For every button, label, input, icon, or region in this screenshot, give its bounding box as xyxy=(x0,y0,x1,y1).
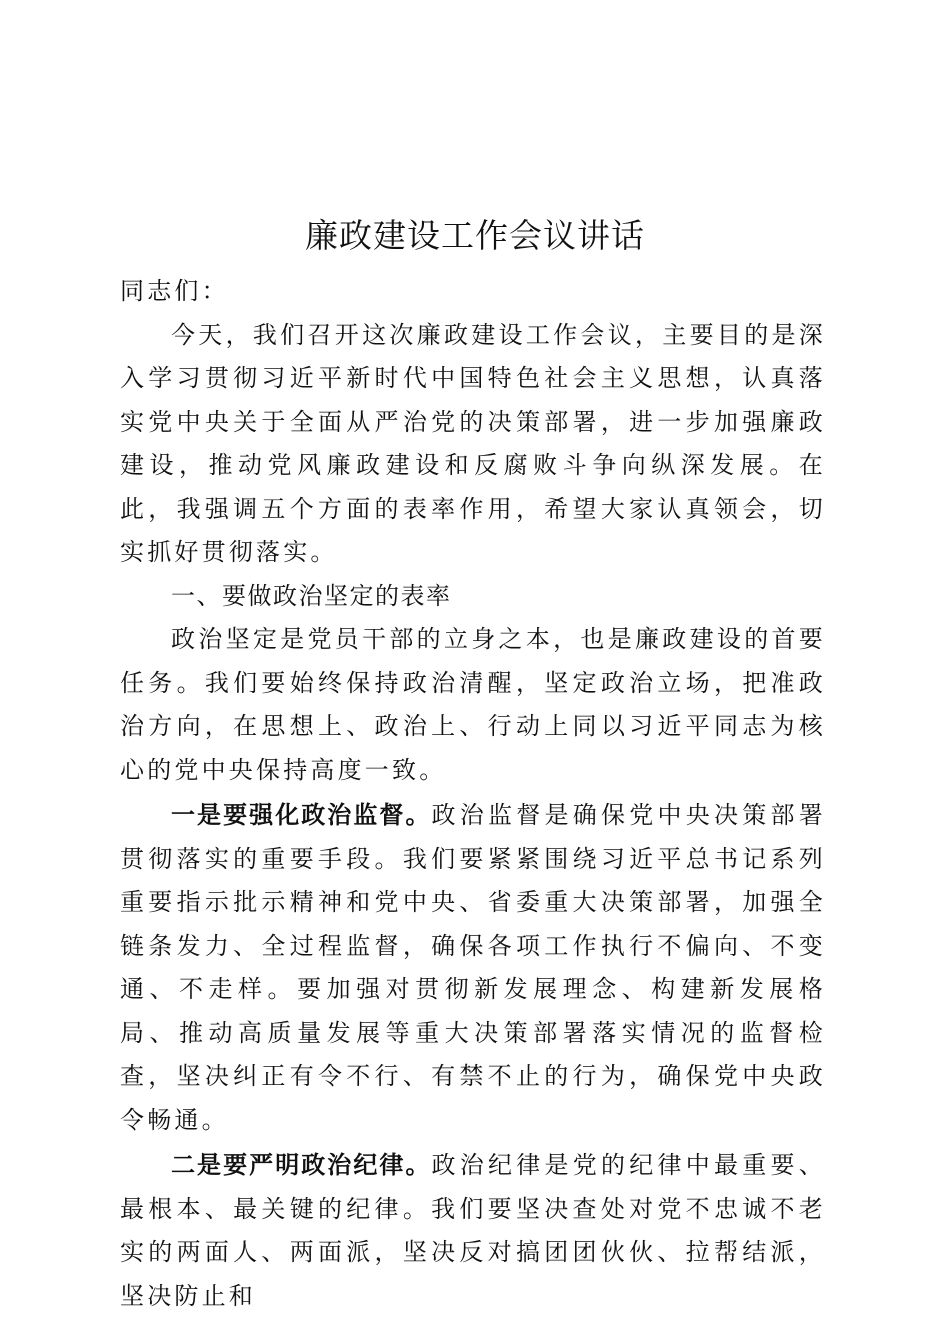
document-title: 廉政建设工作会议讲话 xyxy=(305,216,645,255)
intro-paragraph: 今天，我们召开这次廉政建设工作会议，主要目的是深入学习贯彻习近平新时代中国特色社会主义思想，认真落实党中央关于全面从严治党的决策部署，进一步加强廉政建设，推动党风廉政建设和反腐败斗争向纵深发展。在此，我强调五个方面的表率作用，希望大家认真领会，切实抓好贯彻落实。 xyxy=(120,320,826,566)
point-paragraph-1 xyxy=(120,794,826,1142)
section-paragraph: 政治坚定是党员干部的立身之本，也是廉政建设的首要任务。我们要始终保持政治清醒，坚定政治立场，把准政治方向，在思想上、政治上、行动上同以习近平同志为核心的党中央保持高度一致。 xyxy=(120,625,826,784)
point-lead-2: 二是要严明政治纪律。 xyxy=(171,1151,432,1179)
point-text-1: 政治监督是确保党中央决策部署贯彻落实的重要手段。我们要紧紧围绕习近平总书记系列重要指示批示精神和党中央、省委重大决策部署，加强全链条发力、全过程监督，确保各项工作执行不偏向、不变通、不走样。要加强对贯彻新发展理念、构建新发展格局、推动高质量发展等重大决策部署落实情况的监督检查，坚决纠正有令不行、有禁不止的行为，确保党中央政令畅通。 xyxy=(120,801,826,1134)
point-text-2: 政治纪律是党的纪律中最重要、最根本、最关键的纪律。我们要坚决查处对党不忠诚不老实的两面人、两面派，坚决反对搞团团伙伙、拉帮结派，坚决防止和 xyxy=(120,1151,826,1310)
point-paragraph-2 xyxy=(120,1144,826,1318)
section-heading: 一、要做政治坚定的表率 xyxy=(171,581,452,610)
salutation: 同志们： xyxy=(120,277,229,305)
point-lead-1: 一是要强化政治监督。 xyxy=(171,801,432,829)
document-body xyxy=(120,270,826,1318)
